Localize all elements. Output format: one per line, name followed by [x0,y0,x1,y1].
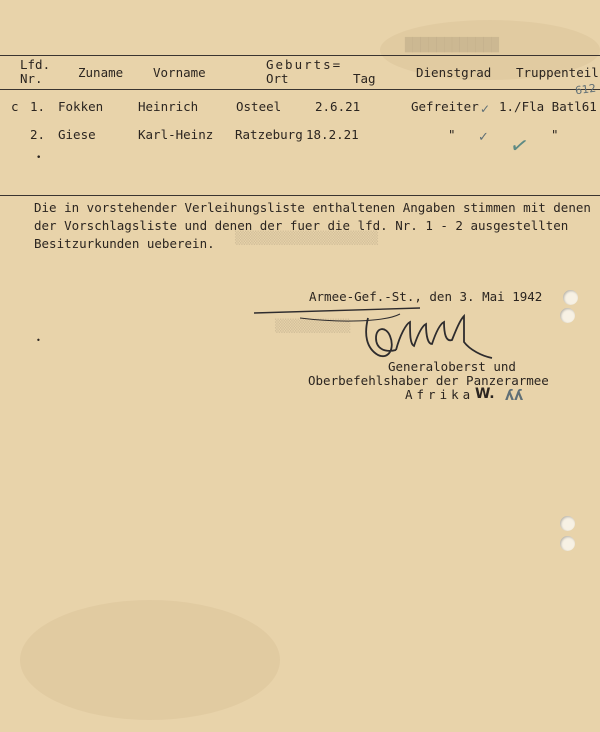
row2-nr: 2. [30,127,46,142]
place-date: Armee-Gef.-St., den 3. Mai 1942 [309,289,543,304]
bullet-dot: • [36,336,41,345]
header-zuname: Zuname [78,65,124,80]
signature-icon [250,300,510,368]
header-ort: Ort [266,71,289,86]
punch-hole [560,308,575,323]
checkmark-icon: ✓ [478,130,489,145]
header-nr: Nr. [20,71,43,86]
punch-hole [560,516,575,531]
row1-dienstgrad: Gefreiter [411,99,479,114]
header-dienstgrad: Dienstgrad [416,65,492,80]
row1-tag: 2.6.21 [315,99,361,114]
row2-dienstgrad: " [448,127,456,142]
paper-stain [20,600,280,720]
row2-zuname: Giese [58,127,96,142]
bleed-through-text: ▒▒▒▒▒▒▒▒▒▒ [275,318,351,333]
row1-zuname: Fokken [58,99,104,114]
signature-title-1: Generaloberst und [388,359,516,374]
checkmark-icon: ✓ [480,102,491,116]
certification-line-3: Besitzurkunden ueberein. [34,236,215,251]
table-top-rule [0,55,600,56]
certification-line-1: Die in vorstehender Verleihungsliste enthaltenen Angaben stimmen mit denen [34,200,591,215]
header-geburts: Geburts= [266,57,343,72]
pencil-mark-icon: ʎʎ [505,388,524,404]
row1-ort: Osteel [236,99,282,114]
row1-mark: c [11,99,19,114]
row2-tag: 18.2.21 [306,127,359,142]
certification-paragraph [34,199,591,253]
bleed-through-text: ▒▒▒▒▒▒▒▒▒▒▒▒▒▒▒▒▒▒▒ [235,230,378,245]
table-header-rule [0,89,600,90]
row1-truppenteil: 1./Fla Batl61 [499,99,597,114]
header-vorname: Vorname [153,65,206,80]
header-truppenteil: Truppenteil [516,65,599,80]
punch-hole [563,290,578,305]
table-bottom-rule [0,195,600,196]
row2-truppenteil: " [551,127,559,142]
bullet-dot: • [36,153,42,163]
punch-hole [560,536,575,551]
row1-vorname: Heinrich [138,99,199,114]
signature-title-3: Afrika [405,387,475,402]
certification-line-2: der Vorschlagsliste und denen der fuer die lfd. Nr. 1 - 2 ausgestellten [34,218,569,233]
header-tag: Tag [353,71,376,86]
bleed-through-text: ████████████ [405,38,499,53]
header-lfd: Lfd. [20,57,51,72]
row2-vorname: Karl-Heinz [138,127,214,142]
row1-nr: 1. [30,99,46,114]
signature-title-2: Oberbefehlshaber der Panzerarmee [308,373,549,388]
row2-ort: Ratzeburg [235,127,303,142]
green-checkmark-icon: ✓ [507,132,531,161]
handwritten-initials: W. [475,386,495,402]
pencil-annotation: 612 [574,81,597,98]
